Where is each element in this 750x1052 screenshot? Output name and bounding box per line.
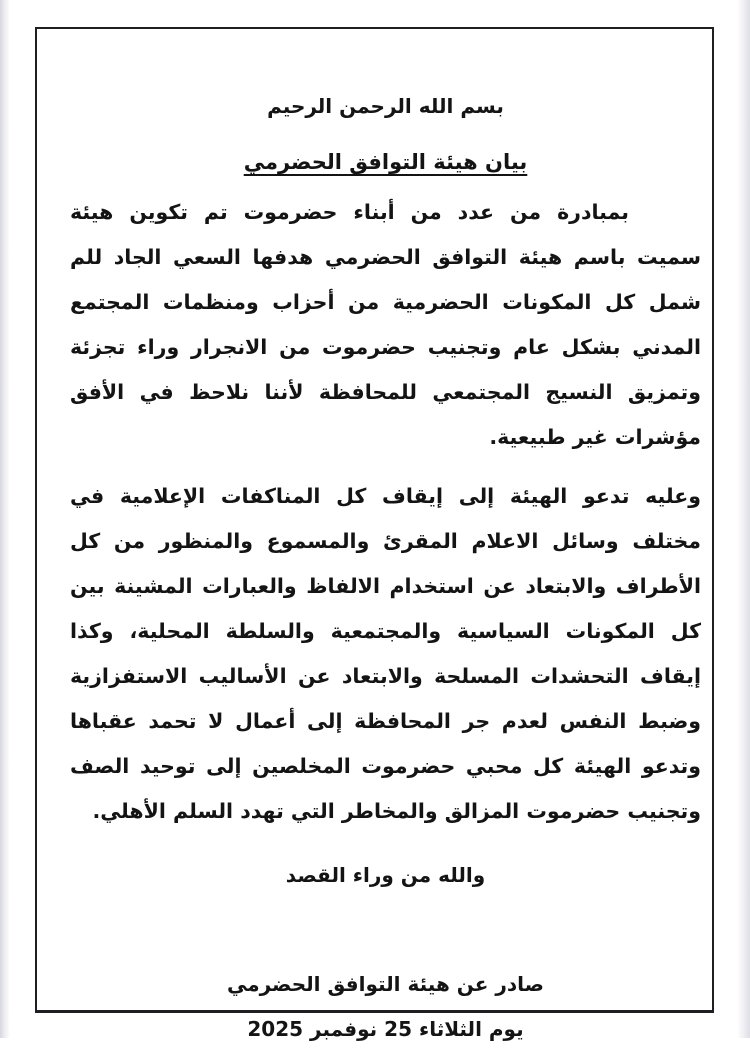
issuer-line: صادر عن هيئة التوافق الحضرمي [226,972,545,996]
body-paragraph-2: وعليه تدعو الهيئة إلى إيقاف كل المناكفات الإعلامية في مختلف وسائل الاعلام المقرئ والمسموع والمنظور من كل الأطراف والابتعاد عن استخدام الالفاظ والعبارات المشينة بين كل المكونات السياسية والمجتمعية والسلطة المحلية، وكذا إيقاف التحشدات المسلحة والابتعاد عن الأساليب الاستفزازية وضبط النفس لعدم جر المحافظة إلى أعمال لا تحمد عقباها وتدعو الهيئة كل محبي حضرموت المخلصين إلى توحيد الصف وتجنيب حضرموت المزالق والمخاطر التي تهدد السلم الأهلي. [70,484,701,823]
page-border-frame [35,27,714,1041]
closing-phrase: والله من وراء القصد [285,863,486,887]
date-line: يوم الثلاثاء 25 نوفمبر 2025 [247,1017,524,1041]
document-content [37,91,712,1052]
basmala-text: بسم الله الرحمن الرحيم [267,94,504,118]
signature-block [70,962,701,1052]
body-paragraph-1: بمبادرة من عدد من أبناء حضرموت تم تكوين هيئة سميت باسم هيئة التوافق الحضرمي هدفها السعي الجاد للم شمل كل المكونات الحضرمية من أحزاب ومنظمات المجتمع المدني بشكل عام وتجنيب حضرموت من الانجرار وراء تجزئة وتمزيق النسيج المجتمعي للمحافظة لأننا نلاحظ في الأفق مؤشرات غير طبيعية. [70,200,701,449]
scan-edge-right [737,0,750,1038]
scan-edge-left [0,0,10,1038]
statement-title: بيان هيئة التوافق الحضرمي [243,150,528,174]
